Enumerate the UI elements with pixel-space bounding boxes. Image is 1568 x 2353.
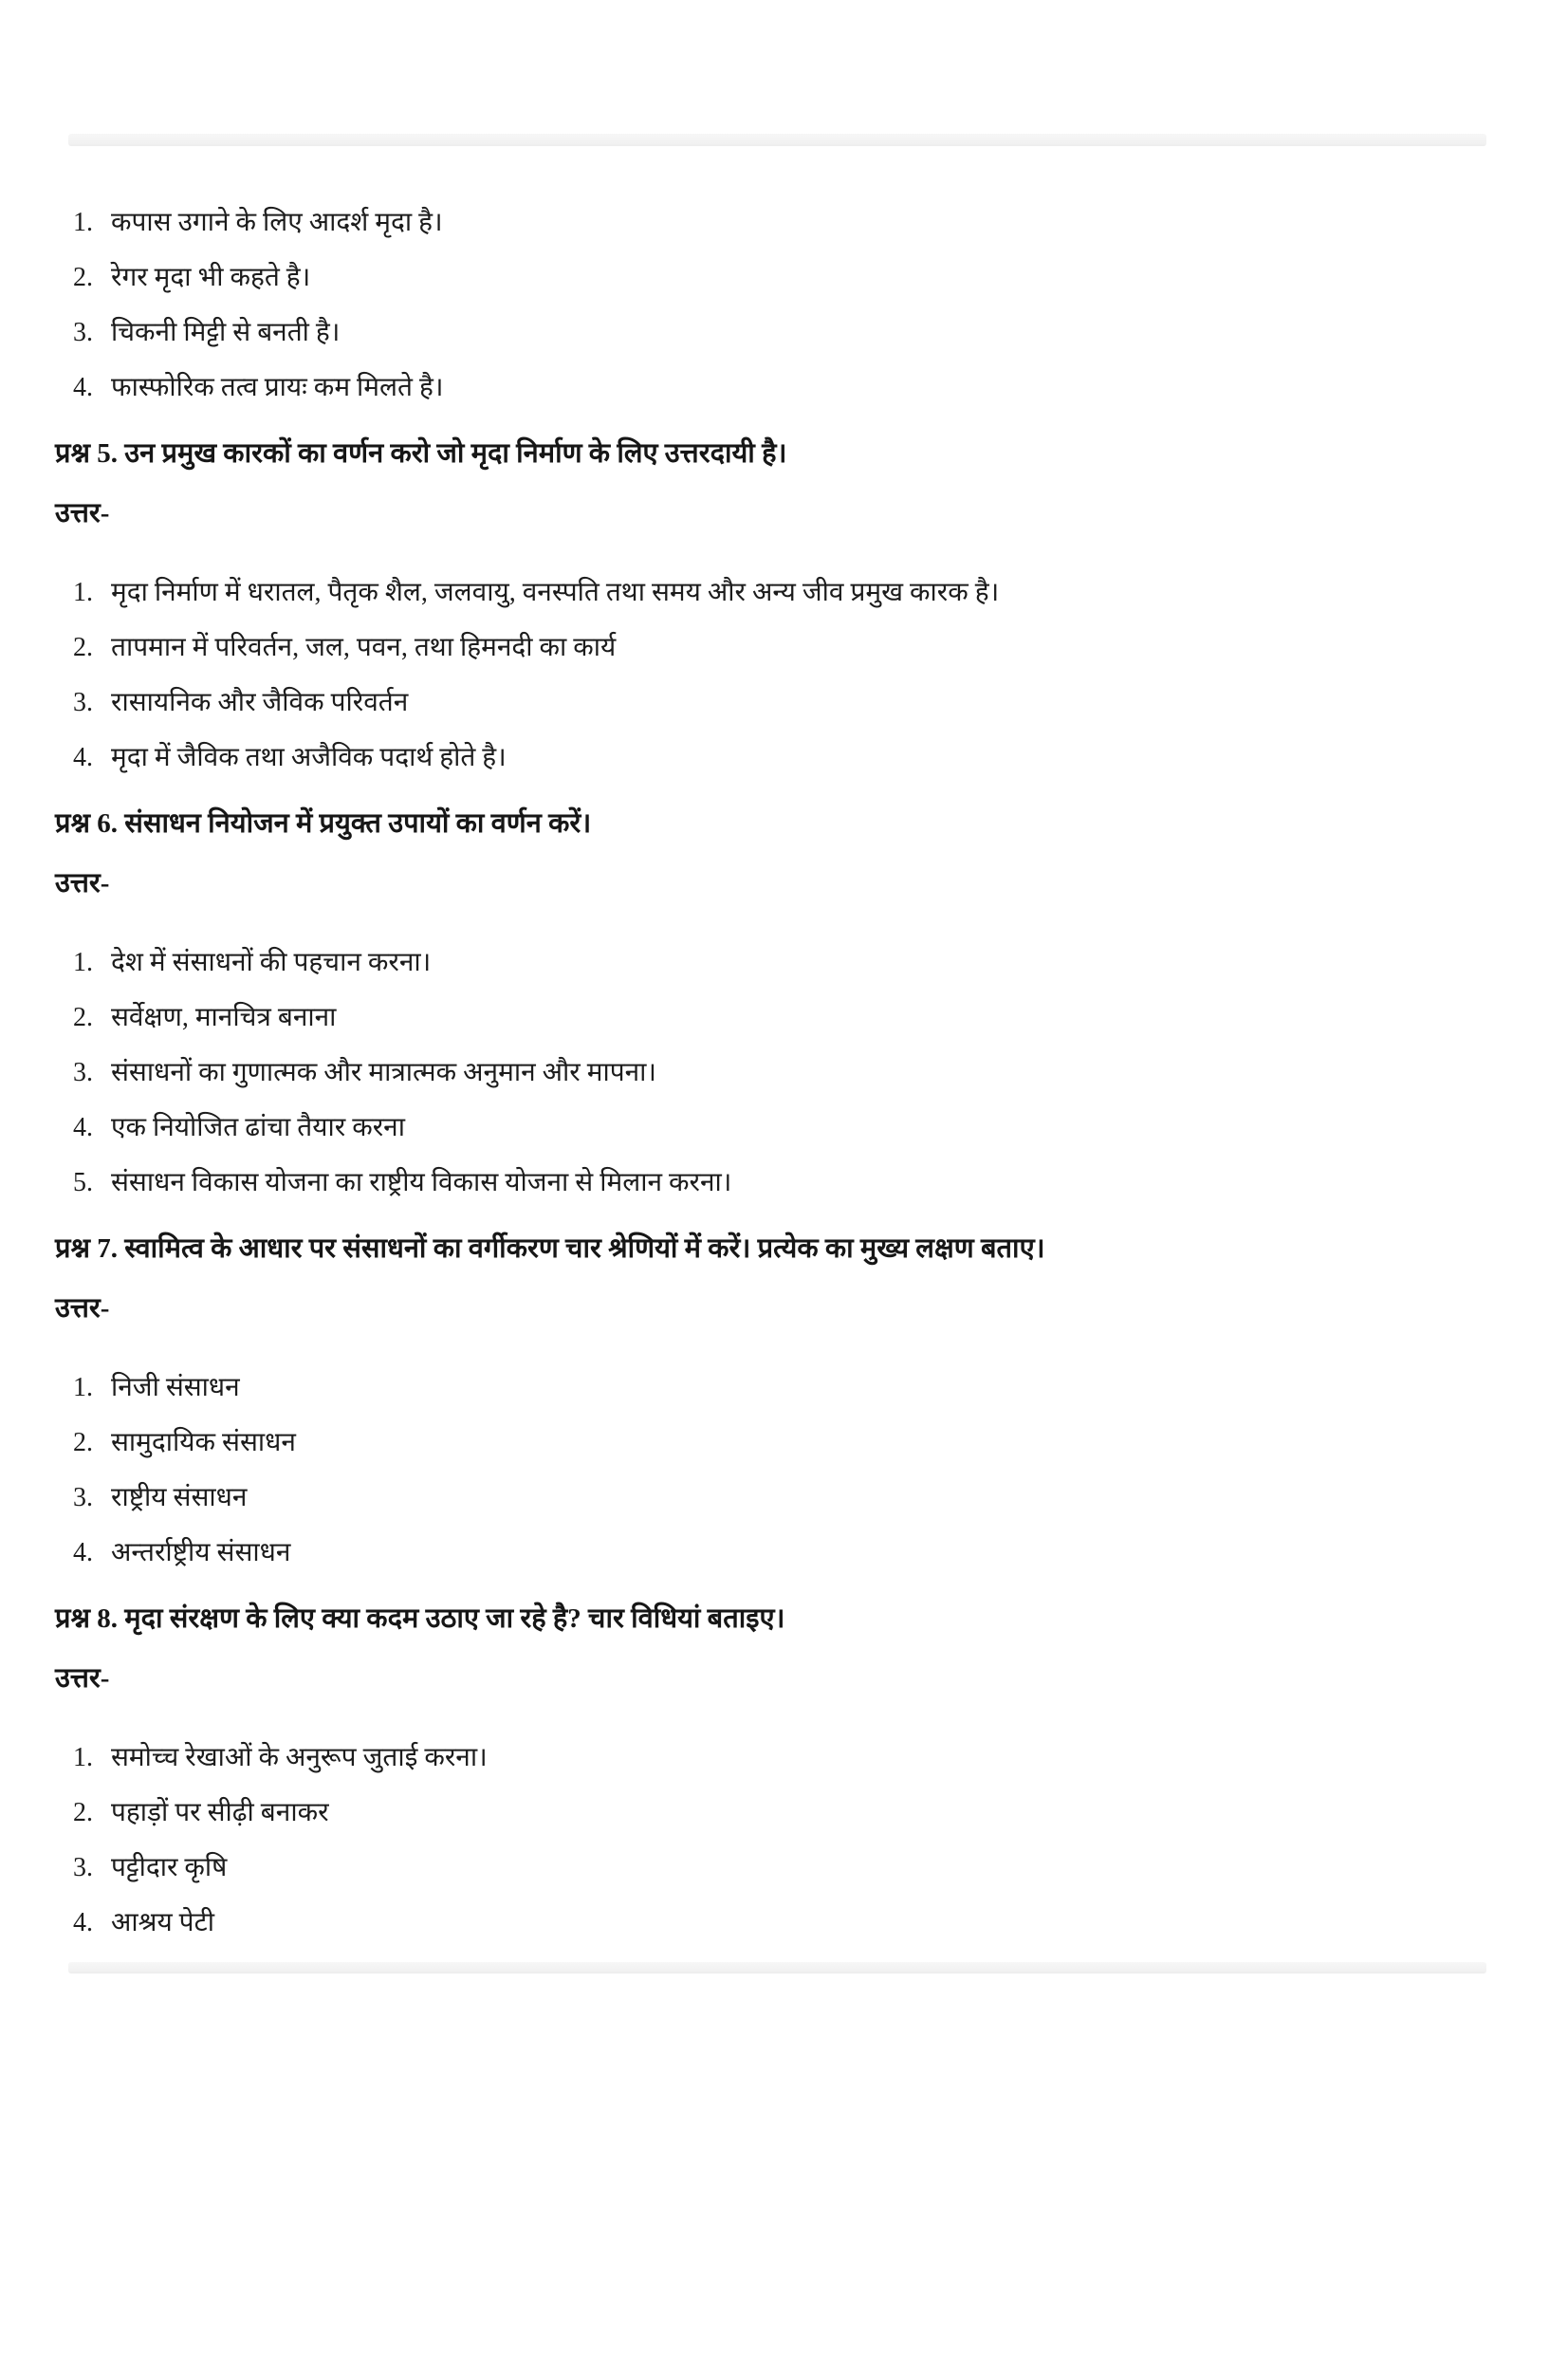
- document-page: [0, 134, 1568, 1973]
- question-7-heading: प्रश्न 7. स्वामित्व के आधार पर संसाधनों का वर्गीकरण चार श्रेणियों में करें। प्रत्येक का मुख्य लक्षण बताए।: [55, 1233, 1045, 1264]
- list-item: 3. चिकनी मिट्टी से बनती है।: [100, 317, 1502, 349]
- list-item: 1. देश में संसाधनों की पहचान करना।: [100, 947, 1502, 979]
- list-item: 2. सामुदायिक संसाधन: [100, 1427, 1502, 1459]
- question-8-heading: प्रश्न 8. मृदा संरक्षण के लिए क्या कदम उठाए जा रहे है? चार विधियां बताइए।: [55, 1603, 785, 1634]
- answer-list-q4: [55, 207, 1502, 404]
- list-item: 1. निजी संसाधन: [100, 1372, 1502, 1404]
- answer-list-q7: [55, 1372, 1502, 1569]
- list-item: 4. आश्रय पेटी: [100, 1907, 1502, 1939]
- answer-list-q6: [55, 947, 1502, 1199]
- list-item: 3. संसाधनों का गुणात्मक और मात्रात्मक अनुमान और मापना।: [100, 1057, 1502, 1089]
- answer-label-q7: उत्तर-: [55, 1293, 110, 1324]
- list-item: 3. रासायनिक और जैविक परिवर्तन: [100, 687, 1502, 719]
- answer-list-q8: [55, 1742, 1502, 1939]
- question-5-heading: प्रश्न 5. उन प्रमुख कारकों का वर्णन करो जो मृदा निर्माण के लिए उत्तरदायी है।: [55, 438, 787, 469]
- list-item: 1. मृदा निर्माण में धरातल, पैतृक शैल, जलवायु, वनस्पति तथा समय और अन्य जीव प्रमुख कारक है।: [100, 577, 1502, 609]
- list-item: 2. सर्वेक्षण, मानचित्र बनाना: [100, 1002, 1502, 1034]
- question-6-heading: प्रश्न 6. संसाधन नियोजन में प्रयुक्त उपायों का वर्णन करें।: [55, 808, 592, 839]
- answer-list-q5: [55, 577, 1502, 774]
- list-item: 2. रेगर मृदा भी कहते है।: [100, 262, 1502, 294]
- list-item: 1. समोच्च रेखाओं के अनुरूप जुताई करना।: [100, 1742, 1502, 1774]
- answer-label-q8: उत्तर-: [55, 1663, 110, 1694]
- answer-label-q6: उत्तर-: [55, 868, 110, 899]
- list-item: 4. अन्तर्राष्ट्रीय संसाधन: [100, 1537, 1502, 1569]
- list-item: 3. पट्टीदार कृषि: [100, 1852, 1502, 1884]
- list-item: 4. मृदा में जैविक तथा अजैविक पदार्थ होते है।: [100, 742, 1502, 774]
- answer-label-q5: उत्तर-: [55, 498, 110, 528]
- list-item: 2. तापमान में परिवर्तन, जल, पवन, तथा हिमनदी का कार्य: [100, 632, 1502, 664]
- bottom-divider: [68, 1962, 1486, 1973]
- list-item: 3. राष्ट्रीय संसाधन: [100, 1482, 1502, 1514]
- list-item: 2. पहाड़ों पर सीढ़ी बनाकर: [100, 1797, 1502, 1829]
- top-divider: [68, 134, 1486, 146]
- list-item: 4. फास्फोरिक तत्व प्रायः कम मिलते है।: [100, 372, 1502, 404]
- list-item: 4. एक नियोजित ढांचा तैयार करना: [100, 1112, 1502, 1144]
- list-item: 1. कपास उगाने के लिए आदर्श मृदा है।: [100, 207, 1502, 239]
- list-item: 5. संसाधन विकास योजना का राष्ट्रीय विकास योजना से मिलान करना।: [100, 1167, 1502, 1199]
